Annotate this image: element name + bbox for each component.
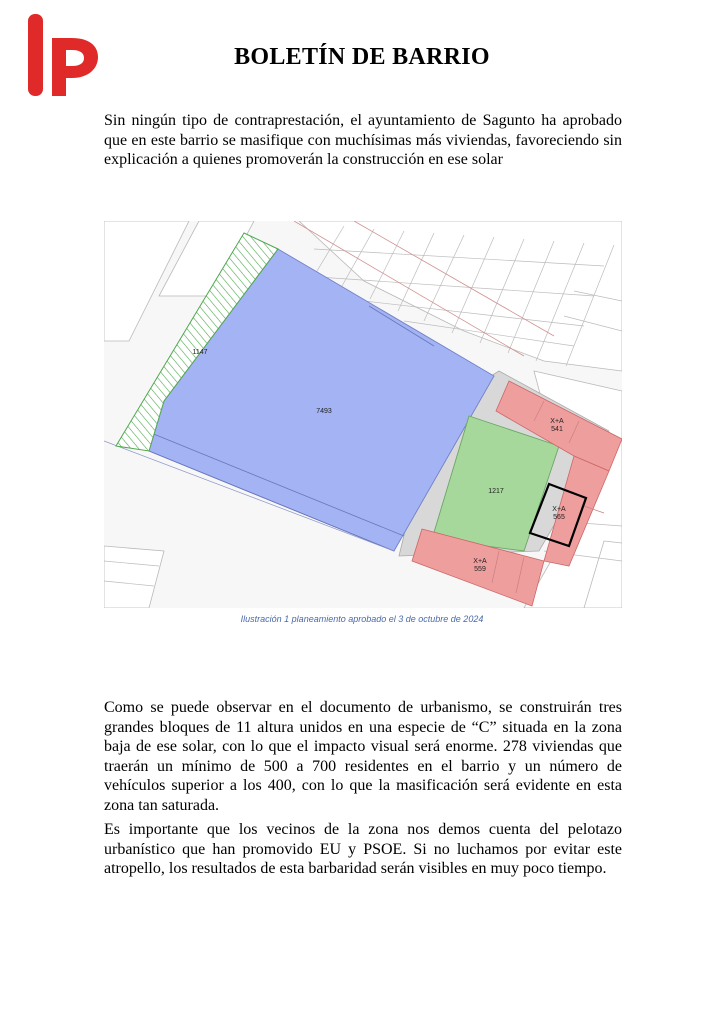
label-red-top-use: X+A xyxy=(550,418,564,425)
body-paragraph: Es importante que los vecinos de la zona nos demos cuenta del pelotazo urbanístico que han promovido EU y PSOE. Si no luchamos por evitar este atropello, los resultados de esta barbaridad serán visibles en muy poco tiempo. xyxy=(104,821,622,877)
intro-paragraph: Sin ningún tipo de contraprestación, el ayuntamiento de Sagunto ha aprobado que en este barrio se masifique con muchísimas más viviendas, favoreciendo sin explicación a quienes promoverán la construcción en ese solar xyxy=(104,112,622,168)
figure-caption: Ilustración 1 planeamiento aprobado el 3 de octubre de 2024 xyxy=(240,614,484,624)
label-green-center: 1217 xyxy=(488,488,504,495)
page-title: BOLETÍN DE BARRIO xyxy=(234,44,490,70)
body-paragraph: Como se puede observar en el documento de urbanismo, se construirán tres grandes bloques de 11 altura unidos en una especie de “C” situada en la zona baja de ese solar, con lo que el impacto visual será enorme. 278 viviendas que traerán un mínimo de 500 a 700 residentes en el barrio y un número de vehículos superior a los 400, con lo que la masificación será evidente en esta zona tan saturada. xyxy=(104,699,622,814)
label-red-right-use: X+A xyxy=(552,506,566,513)
label-green-strip: 1147 xyxy=(192,349,208,356)
label-red-bottom-value: 559 xyxy=(474,566,486,573)
label-red-top-value: 541 xyxy=(551,426,563,433)
urban-plan-map xyxy=(104,221,622,608)
label-red-right-value: 565 xyxy=(553,514,565,521)
label-blue-plot: 7493 xyxy=(316,408,332,415)
label-red-bottom-use: X+A xyxy=(473,558,487,565)
